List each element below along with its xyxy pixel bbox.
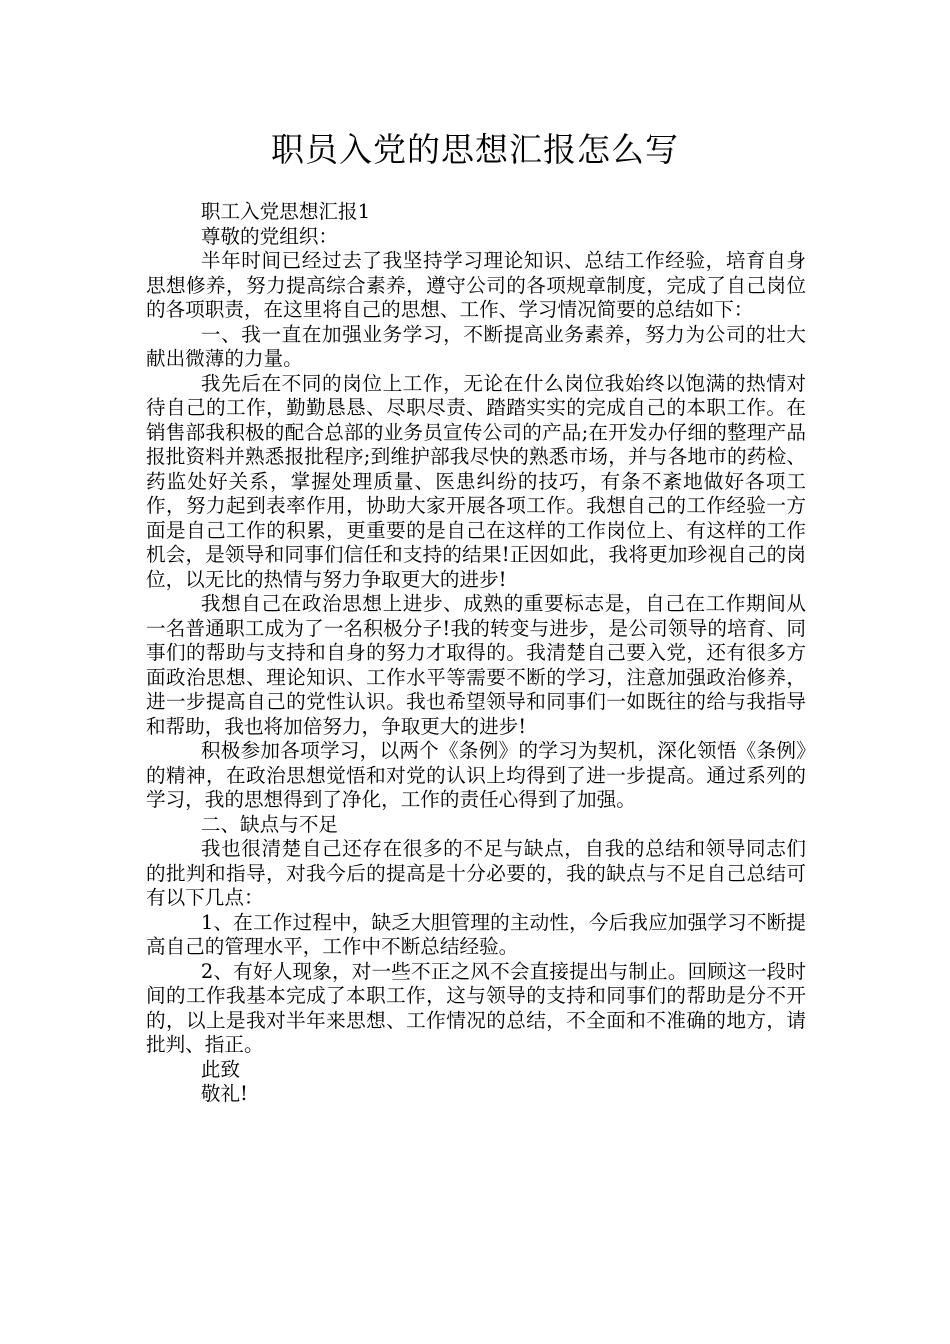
body-paragraph: 积极参加各项学习，以两个《条例》的学习为契机，深化领悟《条例》的精神，在政治思想觉悟和对党的认识上均得到了进一步提高。通过系列的学习，我的思想得到了净化，工作的责任心得到了加强。 xyxy=(146,739,806,811)
body-paragraph: 我先后在不同的岗位上工作，无论在什么岗位我始终以饱满的热情对待自己的工作，勤勤恳恳、尽职尽责、踏踏实实的完成自己的本职工作。在销售部我积极的配合总部的业务员宣传公司的产品;在开发办仔细的整理产品报批资料并熟悉报批程序;到维护部我尽快的熟悉市场，并与各地市的药检、药监处好关系，掌握处理质量、医患纠纷的技巧，有条不紊地做好各项工作，努力起到表率作用，协助大家开展各项工作。我想自己的工作经验一方面是自己工作的积累，更重要的是自己在这样的工作岗位上、有这样的工作机会，是领导和同事们信任和支持的结果!正因如此，我将更加珍视自己的岗位，以无比的热情与努力争取更大的进步! xyxy=(146,371,806,591)
salutation: 尊敬的党组织： xyxy=(200,224,339,248)
list-item: 2、有好人现象，对一些不正之风不会直接提出与制止。回顾这一段时间的工作我基本完成了本职工作，这与领导的支持和同事们的帮助是分不开的，以上是我对半年来思想、工作情况的总结，不全面和不准确的地方，请批判、指正。 xyxy=(146,959,806,1056)
page-title: 职员入党的思想汇报怎么写 xyxy=(271,130,679,169)
body-paragraph: 半年时间已经过去了我坚持学习理论知识、总结工作经验，培育自身思想修养，努力提高综合素养，遵守公司的各项规章制度，完成了自己岗位的各项职责，在这里将自己的思想、工作、学习情况简要的总结如下： xyxy=(146,249,806,321)
body-paragraph: 我也很清楚自己还存在很多的不足与缺点，自我的总结和领导同志们的批判和指导，对我今后的提高是十分必要的，我的缺点与不足自己总结可有以下几点： xyxy=(146,837,806,909)
list-item: 1、在工作过程中，缺乏大胆管理的主动性，今后我应加强学习不断提高自己的管理水平，工作中不断总结经验。 xyxy=(146,910,806,958)
closing-line: 此致 xyxy=(200,1057,241,1081)
body-paragraph: 我想自己在政治思想上进步、成熟的重要标志是，自己在工作期间从一名普通职工成为了一名积极分子!我的转变与进步，是公司领导的培育、同事们的帮助与支持和自身的努力才取得的。我清楚自己要入党，还有很多方面政治思想、理论知识、工作水平等需要不断的学习，注意加强政治修养，进一步提高自己的党性认识。我也希望领导和同事们一如既往的给与我指导和帮助，我也将加倍努力，争取更大的进步! xyxy=(146,592,806,738)
closing-line: 敬礼! xyxy=(200,1082,248,1105)
body-paragraph: 一、我一直在加强业务学习，不断提高业务素养，努力为公司的壮大献出微薄的力量。 xyxy=(146,322,806,370)
subheading: 二、缺点与不足 xyxy=(200,812,339,836)
document-body xyxy=(146,200,806,1107)
section-heading: 职工入党思想汇报1 xyxy=(200,200,371,223)
